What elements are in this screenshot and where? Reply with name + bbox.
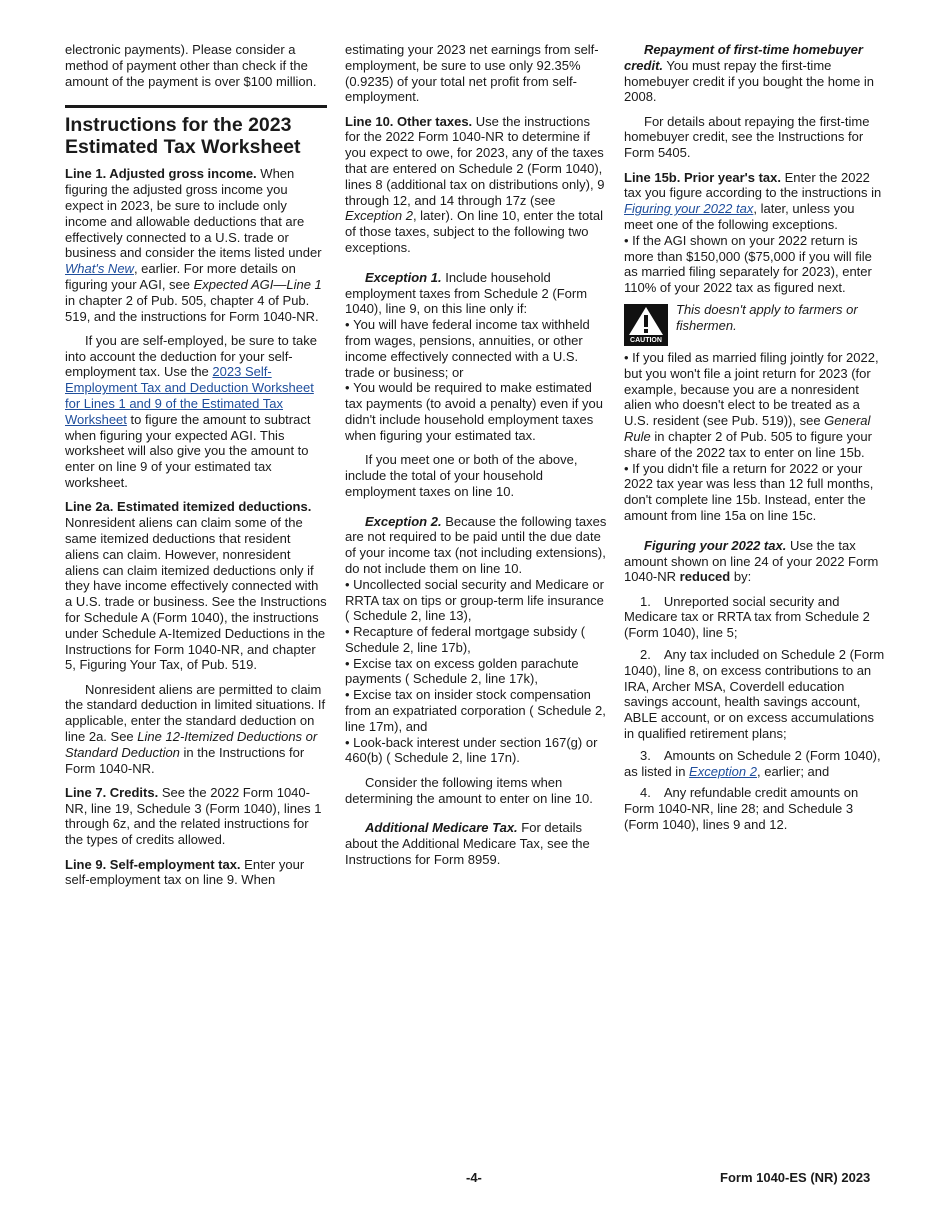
exception1-title: Exception 1. xyxy=(365,269,442,285)
caution-text: This doesn't apply to farmers or fishermen. xyxy=(676,301,858,333)
standard-text: Nonresident aliens are permitted to claim the standard deduction in limited situations. If applicable, enter the standard deduction on line 2a. See xyxy=(65,681,326,744)
line10-paragraph xyxy=(345,114,607,256)
exception1-bullet-2: You would be required to make estimated tax payments (to avoid a penalty) even if you didn't include household employment taxes when figuring your estimated tax. xyxy=(345,380,603,443)
exception1-bullet-1: You will have federal income tax withheld from wages, pensions, annuities, or other income effectively connected with a U.S. trade or business; or xyxy=(345,317,590,380)
medicare-title: Additional Medicare Tax. xyxy=(365,820,518,836)
line7-paragraph xyxy=(65,785,327,848)
figuring-title: Figuring your 2022 tax. xyxy=(644,537,787,553)
line9-paragraph xyxy=(65,857,327,889)
medicare-text: For details about the Additional Medicare Tax, see the Instructions for Form 8959. xyxy=(345,820,590,867)
line1-paragraph xyxy=(65,166,327,324)
figuring-2022-tax-link[interactable]: Figuring your 2022 tax xyxy=(624,201,754,217)
page-number: -4- xyxy=(466,1170,482,1185)
caution-note xyxy=(624,302,886,346)
item3-text-b: , earlier; and xyxy=(756,763,830,779)
bullet-item: • Recapture of federal mortgage subsidy ( Schedule 2, line 17b), xyxy=(345,624,586,655)
bullet-item: • Uncollected social security and Medicare or RRTA tax on tips or group-term life insurance ( Schedule 2, line 13), xyxy=(345,576,604,624)
column-right xyxy=(624,42,886,839)
bullet-item: • You would be required to make estimated tax payments (to avoid a penalty) even if you didn't include household employment taxes when figuring your estimated tax. xyxy=(345,380,603,443)
bullet-item: • Look-back interest under section 167(g) or 460(b) ( Schedule 2, line 17n). xyxy=(345,734,598,766)
line15b-paragraph xyxy=(624,170,886,233)
repayment-title: Repayment of first-time homebuyer credit. xyxy=(624,42,863,73)
line12-ref: Line 12-Itemized Deductions or Standard Deduction xyxy=(65,728,318,760)
repayment-text: You must repay the first-time homebuyer credit if you bought the home in 2008. xyxy=(624,57,875,105)
repayment-paragraph xyxy=(624,42,886,105)
figuring-paragraph xyxy=(624,538,886,585)
form-footer: Form 1040-ES (NR) 2023 xyxy=(720,1170,871,1185)
bullet-item: • If you filed as married filing jointly for 2022, but you won't file a joint return for 2023 (for example, because you are a nonresident alien who doesn't elect to be treated as a U.S. resident (see Pub. 519)), see General Rule in chapter 2 of Pub. 505 to figure your share of the 2022 tax to enter on line 15b. xyxy=(624,349,879,460)
line2a-text: Nonresident aliens can claim some of the same itemized deductions that resident aliens can claim. However, nonresident aliens can claim itemized deductions only if they have income effectively connected with a U.S. trade or business. See the Instructions for Schedule A (Form 1040), the instructions under Schedule A-Itemized Deductions in the Instructions for Form 1040-NR, and chapter 5, Figuring Your Tax, of Pub. 519. xyxy=(65,515,327,673)
line10-title: Line 10. Other taxes. xyxy=(345,113,473,129)
numbered-item-3 xyxy=(624,748,886,780)
figuring-text-b: by: xyxy=(733,569,752,585)
numbered-item-2: 2. Any tax included on Schedule 2 (Form 1040), line 8, on excess contributions to an IRA, Archer MSA, Coverdell education savings account, health savings account, ABLE account, or on excess accumulations in qualified retirement plans; xyxy=(624,647,885,741)
reduced-word: reduced xyxy=(679,569,731,585)
line2a-paragraph xyxy=(65,499,327,673)
exception2-ref: Exception 2 xyxy=(345,208,413,224)
exception2-paragraph xyxy=(345,514,607,577)
line1-text-c: in chapter 2 of Pub. 505, chapter 4 of Pub. 519, and the instructions for Form 1040-NR. xyxy=(65,292,319,324)
bullet-item: • If the AGI shown on your 2022 return is more than $150,000 ($75,000 if you will file as married filing separately for 2023), enter 110% of your 2022 tax as figured next. xyxy=(624,232,872,296)
line7-title: Line 7. Credits. xyxy=(65,784,159,800)
exception2-bullet-1: Uncollected social security and Medicare or RRTA tax on tips or group-term life insurance ( Schedule 2, line 13), xyxy=(345,576,604,624)
column-middle xyxy=(345,42,607,876)
numbered-item-1: 1. Unreported social security and Medicare tax or RRTA tax from Schedule 2 (Form 1040), line 5; xyxy=(624,593,870,641)
joint-bullet-b: in chapter 2 of Pub. 505 to figure your share of the 2022 tax to enter on line 15b. xyxy=(624,428,872,460)
line1-text: When figuring the adjusted gross income you expect in 2023, be sure to include only income and allowable deductions that are effectively connected to a U.S. trade or business and consider the items listed under xyxy=(65,166,322,261)
line2a-title: Line 2a. Estimated itemized deductions. xyxy=(65,499,312,515)
caution-icon xyxy=(624,304,668,346)
section-rule xyxy=(65,105,327,108)
line9-text: Enter your self-employment tax on line 9. When xyxy=(65,856,305,888)
line1-title: Line 1. Adjusted gross income. xyxy=(65,166,257,182)
exception2-bullet-3: Excise tax on excess golden parachute payments ( Schedule 2, line 17k), xyxy=(345,655,579,687)
exception1-paragraph xyxy=(345,270,607,317)
standard-deduction-paragraph xyxy=(65,682,327,777)
line10-text-b: , later). On line 10, enter the total of those taxes, subject to the following two exceptions. xyxy=(345,208,603,256)
agi-bullet: If the AGI shown on your 2022 return is more than $150,000 ($75,000 if you will file as married filing separately for 2023), enter 110% of your 2022 tax as figured next. xyxy=(624,232,872,296)
exception2-link[interactable]: Exception 2 xyxy=(689,763,757,779)
line15b-title: Line 15b. Prior year's tax. xyxy=(624,169,781,185)
whats-new-link[interactable]: What's New xyxy=(65,261,134,277)
column-left xyxy=(65,42,327,897)
exception1-text: Include household employment taxes from Schedule 2 (Form 1040), line 9, on this line only if: xyxy=(345,269,588,317)
meet-both-paragraph: If you meet one or both of the above, include the total of your household employment taxes on line 10. xyxy=(345,452,578,499)
line9-title: Line 9. Self-employment tax. xyxy=(65,856,241,872)
line10-text: Use the instructions for the 2022 Form 1040-NR to determine if you expect to owe, for 2023, any of the taxes that are entered on Schedule 2 (Form 1040), lines 8 (additional tax on distributions only), 9 through 12, and 14 through 17z (see xyxy=(345,113,605,208)
medicare-paragraph xyxy=(345,820,607,867)
se-worksheet-link[interactable]: 2023 Self-Employment Tax and Deduction Worksheet for Lines 1 and 9 of the Estimated Tax Worksheet xyxy=(65,364,314,427)
nofile-bullet: If you didn't file a return for 2022 or your 2022 tax year was less than 12 full months, don't complete line 15b. Instead, enter the amount from line 15a on line 15c. xyxy=(624,460,874,523)
line7-text: See the 2022 Form 1040-NR, line 19, Schedule 3 (Form 1040), lines 1 through 6z, and the related instructions for the types of credits allowed. xyxy=(65,784,322,848)
figuring-text: Use the tax amount shown on line 24 of your 2022 Form 1040-NR xyxy=(624,537,879,585)
exception2-text: Because the following taxes are not required to be paid until the due date of your income tax (not including extensions), do not include them on line 10. xyxy=(345,513,607,576)
caution-label: CAUTION xyxy=(630,336,662,344)
exception2-title: Exception 2. xyxy=(365,513,442,529)
bullet-item: • Excise tax on excess golden parachute payments ( Schedule 2, line 17k), xyxy=(345,655,579,687)
joint-bullet: If you filed as married filing jointly for 2022, but you won't file a joint return for 2023 (for example, because you are a nonresident alien who doesn't elect to be treated as a U.S. resident (see Pub. 519)), see xyxy=(624,349,879,429)
bullet-item: • You will have federal income tax withheld from wages, pensions, annuities, or other income effectively connected with a U.S. trade or business; or xyxy=(345,317,590,380)
exception2-bullet-4: Excise tax on insider stock compensation from an expatriated corporation ( Schedule 2, line 17m), and xyxy=(345,687,606,734)
bullet-item: • If you didn't file a return for 2022 or your 2022 tax year was less than 12 full months, don't complete line 15b. Instead, enter the amount from line 15a on line 15c. xyxy=(624,460,874,523)
self-employed-paragraph xyxy=(65,333,327,491)
exception2-bullet-5: Look-back interest under section 167(g) or 460(b) ( Schedule 2, line 17n). xyxy=(345,734,598,766)
self-employed-text: If you are self-employed, be sure to take into account the deduction for your self-employment tax. Use the xyxy=(65,332,317,380)
line15b-text: Enter the 2022 tax you figure according to the instructions in xyxy=(624,169,882,201)
expected-agi-ref: Expected AGI—Line 1 xyxy=(193,276,322,292)
section-heading: Instructions for the 2023 Estimated Tax Worksheet xyxy=(65,114,301,159)
consider-paragraph: Consider the following items when determining the amount to enter on line 10. xyxy=(345,774,593,806)
line9-continuation: estimating your 2023 net earnings from self-employment, be sure to use only 92.35% (0.9235) of your total net profit from self-employment. xyxy=(345,42,599,105)
self-employed-text-b: to figure the amount to subtract when figuring your expected AGI. This worksheet will also give you the amount to enter on line 9 of your estimated tax worksheet. xyxy=(65,411,311,491)
repayment-details: For details about repaying the first-time homebuyer credit, see the Instructions for Form 5405. xyxy=(624,113,870,161)
general-rule-ref: General Rule xyxy=(624,413,871,444)
numbered-item-4: 4. Any refundable credit amounts on Form 1040-NR, line 28; and Schedule 3 (Form 1040), lines 9 and 12. xyxy=(624,785,859,832)
bullet-item: • Excise tax on insider stock compensation from an expatriated corporation ( Schedule 2, line 17m), and xyxy=(345,687,606,734)
item3-text: 3. Amounts on Schedule 2 (Form 1040), as listed in xyxy=(624,747,881,779)
intro-paragraph: electronic payments). Please consider a method of payment other than check if the amount of the payment is over $100 million. xyxy=(65,42,317,89)
line1-text-b: , earlier. For more details on figuring your AGI, see xyxy=(65,261,296,292)
line15b-text-b: , later, unless you meet one of the following exceptions. xyxy=(624,201,855,232)
standard-text-b: in the Instructions for Form 1040-NR. xyxy=(65,744,305,776)
exception2-bullet-2: Recapture of federal mortgage subsidy ( Schedule 2, line 17b), xyxy=(345,624,586,655)
